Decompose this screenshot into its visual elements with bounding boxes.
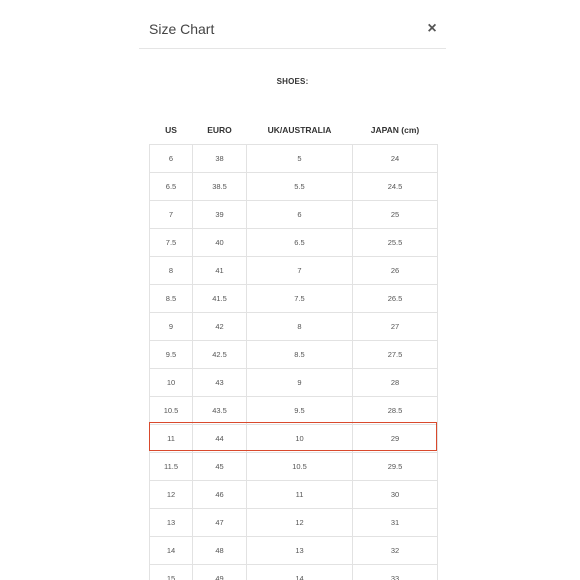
column-header-us: US xyxy=(165,125,177,135)
cell-uk: 10.5 xyxy=(247,453,353,481)
cell-uk: 14 xyxy=(247,565,353,580)
cell-us: 7.5 xyxy=(150,229,193,257)
cell-us: 15 xyxy=(150,565,193,580)
table-row xyxy=(150,173,438,201)
cell-japan: 32 xyxy=(353,537,438,565)
cell-uk: 8.5 xyxy=(247,341,353,369)
cell-euro: 48 xyxy=(193,537,247,565)
table-row xyxy=(150,397,438,425)
table-header-row xyxy=(150,116,438,145)
cell-uk: 7 xyxy=(247,257,353,285)
cell-euro: 39 xyxy=(193,201,247,229)
table-row xyxy=(150,481,438,509)
cell-japan: 26.5 xyxy=(353,285,438,313)
cell-uk: 10 xyxy=(247,425,353,453)
cell-uk: 13 xyxy=(247,537,353,565)
table-row xyxy=(150,285,438,313)
table-row xyxy=(150,229,438,257)
table-row xyxy=(150,313,438,341)
cell-uk: 7.5 xyxy=(247,285,353,313)
column-header-japan: JAPAN (cm) xyxy=(370,125,420,135)
cell-uk: 12 xyxy=(247,509,353,537)
cell-japan: 24 xyxy=(353,145,438,173)
cell-uk: 6 xyxy=(247,201,353,229)
cell-euro: 43 xyxy=(193,369,247,397)
cell-us: 6 xyxy=(150,145,193,173)
cell-uk: 8 xyxy=(247,313,353,341)
cell-us: 13 xyxy=(150,509,193,537)
cell-euro: 46 xyxy=(193,481,247,509)
cell-us: 6.5 xyxy=(150,173,193,201)
cell-euro: 47 xyxy=(193,509,247,537)
modal-header xyxy=(139,0,446,49)
cell-us: 10 xyxy=(150,369,193,397)
table-row-highlighted xyxy=(150,425,438,453)
cell-japan: 24.5 xyxy=(353,173,438,201)
cell-us: 9 xyxy=(150,313,193,341)
table-row xyxy=(150,341,438,369)
table-row xyxy=(150,453,438,481)
table-row xyxy=(150,369,438,397)
cell-uk: 11 xyxy=(247,481,353,509)
section-heading-shoes: SHOES: xyxy=(276,77,309,86)
cell-japan: 31 xyxy=(353,509,438,537)
cell-us: 14 xyxy=(150,537,193,565)
cell-euro: 43.5 xyxy=(193,397,247,425)
cell-euro: 41 xyxy=(193,257,247,285)
column-header-euro: EURO xyxy=(207,125,232,135)
cell-us: 8.5 xyxy=(150,285,193,313)
cell-euro: 41.5 xyxy=(193,285,247,313)
size-table xyxy=(149,116,438,580)
cell-euro: 42.5 xyxy=(193,341,247,369)
table-row xyxy=(150,201,438,229)
cell-us: 7 xyxy=(150,201,193,229)
cell-us: 8 xyxy=(150,257,193,285)
cell-uk: 5 xyxy=(247,145,353,173)
cell-euro: 45 xyxy=(193,453,247,481)
cell-euro: 38.5 xyxy=(193,173,247,201)
cell-japan: 33 xyxy=(353,565,438,580)
close-icon[interactable]: × xyxy=(427,20,437,37)
cell-uk: 6.5 xyxy=(247,229,353,257)
cell-euro: 42 xyxy=(193,313,247,341)
cell-euro: 38 xyxy=(193,145,247,173)
table-row xyxy=(150,509,438,537)
cell-japan: 27.5 xyxy=(353,341,438,369)
modal-title: Size Chart xyxy=(149,21,215,37)
cell-uk: 9 xyxy=(247,369,353,397)
table-row xyxy=(150,565,438,580)
cell-us: 12 xyxy=(150,481,193,509)
cell-japan: 28 xyxy=(353,369,438,397)
cell-japan: 29 xyxy=(353,425,438,453)
cell-us: 11.5 xyxy=(150,453,193,481)
table-row xyxy=(150,257,438,285)
size-chart-modal xyxy=(139,0,446,580)
cell-japan: 27 xyxy=(353,313,438,341)
cell-euro: 49 xyxy=(193,565,247,580)
cell-us: 9.5 xyxy=(150,341,193,369)
cell-uk: 9.5 xyxy=(247,397,353,425)
cell-japan: 30 xyxy=(353,481,438,509)
cell-japan: 28.5 xyxy=(353,397,438,425)
cell-japan: 29.5 xyxy=(353,453,438,481)
cell-uk: 5.5 xyxy=(247,173,353,201)
cell-japan: 25 xyxy=(353,201,438,229)
table-row xyxy=(150,537,438,565)
cell-japan: 25.5 xyxy=(353,229,438,257)
cell-euro: 40 xyxy=(193,229,247,257)
column-header-uk-australia: UK/AUSTRALIA xyxy=(267,125,332,135)
cell-us: 10.5 xyxy=(150,397,193,425)
cell-us: 11 xyxy=(150,425,193,453)
table-row xyxy=(150,145,438,173)
cell-euro: 44 xyxy=(193,425,247,453)
cell-japan: 26 xyxy=(353,257,438,285)
